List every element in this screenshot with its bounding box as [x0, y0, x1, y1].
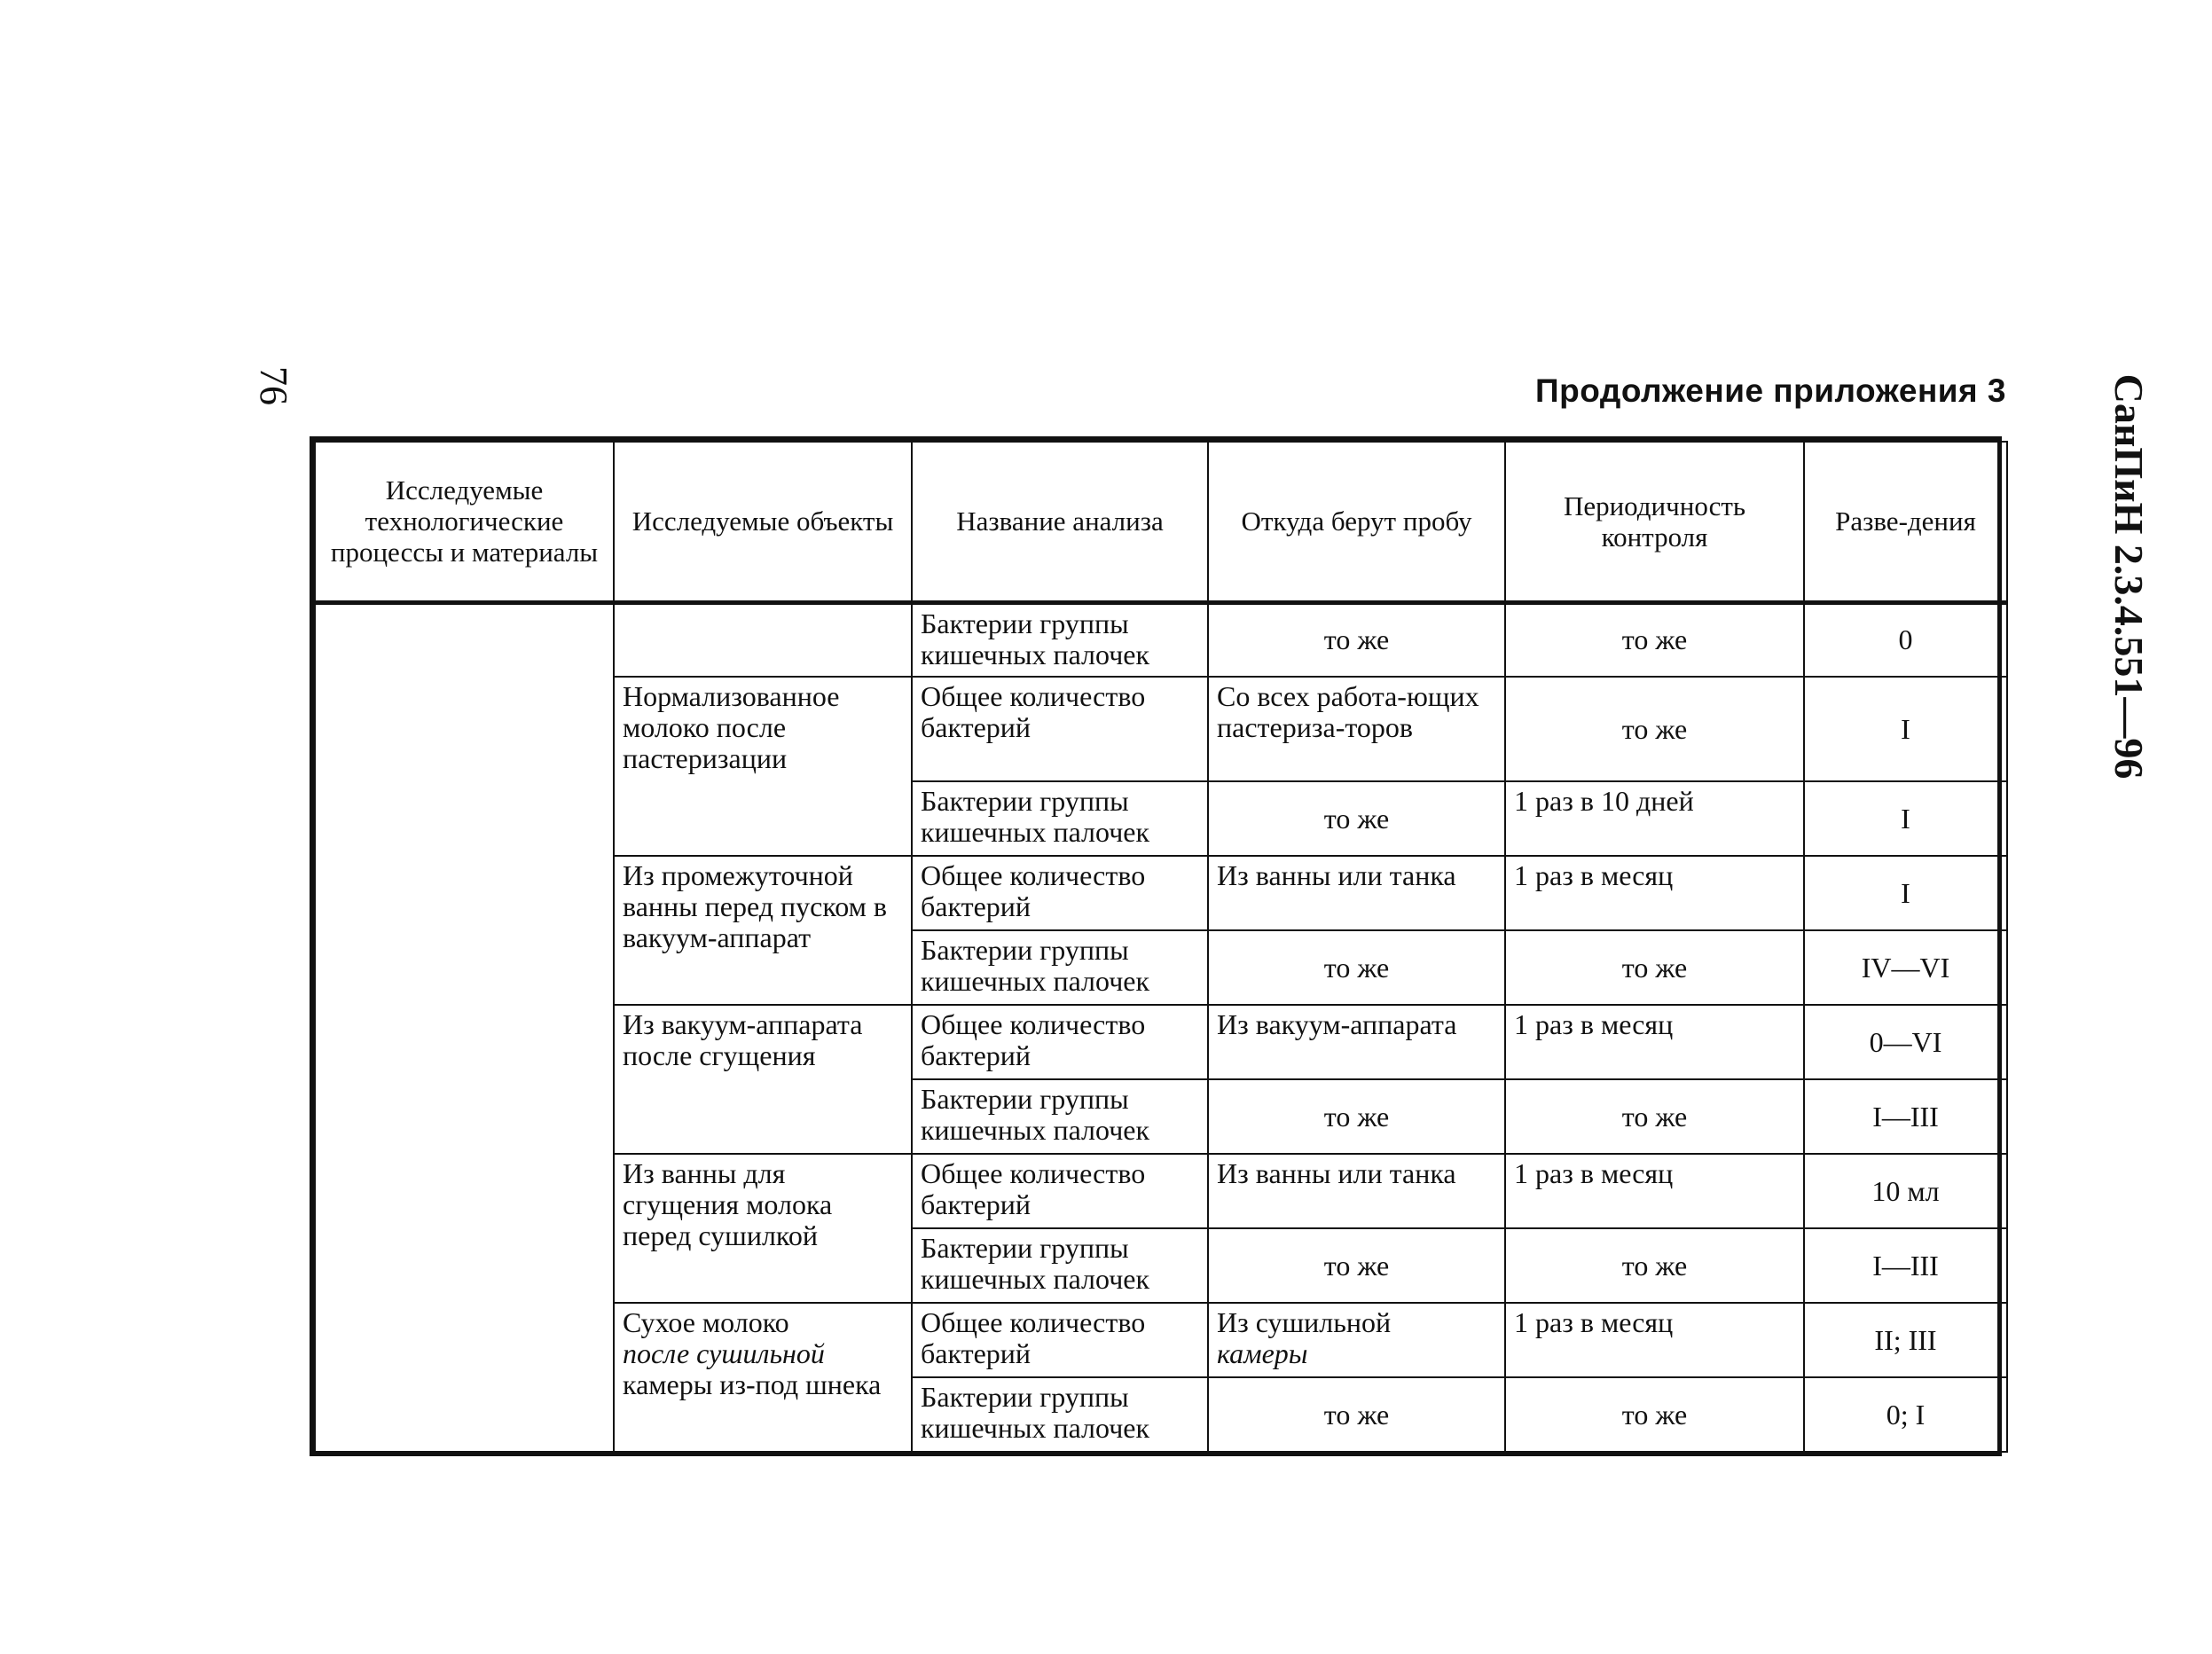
analysis-cell: Бактерии группы кишечных палочек [912, 602, 1208, 677]
period-cell: то же [1505, 677, 1804, 781]
source-cell: то же [1208, 1079, 1505, 1154]
source-cell: то же [1208, 1377, 1505, 1452]
object-text: камеры из-под шнека [623, 1368, 882, 1400]
object-cell [614, 602, 912, 677]
period-cell: 1 раз в месяц [1505, 1154, 1804, 1228]
source-cell: то же [1208, 1228, 1505, 1303]
period-cell: 1 раз в 10 дней [1505, 781, 1804, 856]
data-table-frame [310, 436, 2002, 1456]
source-cell: Из ванны или танка [1208, 1154, 1505, 1228]
object-cell: Из вакуум-аппарата после сгущения [614, 1005, 912, 1154]
table-row [315, 602, 2007, 677]
dilution-cell: IV—VI [1804, 930, 2007, 1005]
source-cell: Со всех работа-ющих пастериза-торов [1208, 677, 1505, 781]
data-table [314, 441, 2008, 1453]
appendix-heading: Продолжение приложения 3 [1535, 372, 2006, 409]
analysis-cell: Общее количество бактерий [912, 856, 1208, 930]
period-cell: то же [1505, 602, 1804, 677]
header-analysis: Название анализа [912, 442, 1208, 602]
source-cell [1208, 1303, 1505, 1377]
object-cell: Нормализованное молоко после пастеризации [614, 677, 912, 856]
header-processes: Исследуемые технологические процессы и материалы [315, 442, 614, 602]
object-cell: Из ванны для сгущения молока перед сушилкой [614, 1154, 912, 1303]
object-text: Сухое молоко [623, 1306, 789, 1338]
dilution-cell: 0; I [1804, 1377, 2007, 1452]
analysis-cell: Бактерии группы кишечных палочек [912, 930, 1208, 1005]
header-periodicity: Периодичность контроля [1505, 442, 1804, 602]
source-cell: то же [1208, 602, 1505, 677]
dilution-cell: II; III [1804, 1303, 2007, 1377]
dilution-cell: I—III [1804, 1079, 2007, 1154]
header-objects: Исследуемые объекты [614, 442, 912, 602]
object-cell: Из промежуточной ванны перед пуском в вакуум-аппарат [614, 856, 912, 1005]
period-cell: 1 раз в месяц [1505, 856, 1804, 930]
source-text: Из сушильной [1217, 1306, 1392, 1338]
period-cell: то же [1505, 1079, 1804, 1154]
source-cell: то же [1208, 930, 1505, 1005]
period-cell: то же [1505, 1377, 1804, 1452]
analysis-cell: Бактерии группы кишечных палочек [912, 781, 1208, 856]
analysis-cell: Общее количество бактерий [912, 1154, 1208, 1228]
dilution-cell: 0 [1804, 602, 2007, 677]
dilution-cell: I—III [1804, 1228, 2007, 1303]
dilution-cell: 0—VI [1804, 1005, 2007, 1079]
header-dilutions: Разве-дения [1804, 442, 2007, 602]
table-header-row [315, 442, 2007, 602]
dilution-cell: I [1804, 781, 2007, 856]
process-cell [315, 602, 614, 1452]
dilution-cell: I [1804, 677, 2007, 781]
period-cell: то же [1505, 1228, 1804, 1303]
dilution-cell: I [1804, 856, 2007, 930]
source-text: камеры [1217, 1337, 1308, 1369]
object-cell [614, 1303, 912, 1452]
period-cell: то же [1505, 930, 1804, 1005]
page-number: 76 [252, 366, 295, 405]
source-cell: Из ванны или танка [1208, 856, 1505, 930]
analysis-cell: Общее количество бактерий [912, 1303, 1208, 1377]
period-cell: 1 раз в месяц [1505, 1005, 1804, 1079]
analysis-cell: Бактерии группы кишечных палочек [912, 1228, 1208, 1303]
source-cell: Из вакуум-аппарата [1208, 1005, 1505, 1079]
analysis-cell: Общее количество бактерий [912, 1005, 1208, 1079]
object-text: после сушильной [623, 1337, 825, 1369]
analysis-cell: Общее количество бактерий [912, 677, 1208, 781]
header-sample-source: Откуда берут пробу [1208, 442, 1505, 602]
document-code: СанПиН 2.3.4.551—96 [2106, 373, 2152, 780]
analysis-cell: Бактерии группы кишечных палочек [912, 1079, 1208, 1154]
analysis-cell: Бактерии группы кишечных палочек [912, 1377, 1208, 1452]
dilution-cell: 10 мл [1804, 1154, 2007, 1228]
source-cell: то же [1208, 781, 1505, 856]
period-cell: 1 раз в месяц [1505, 1303, 1804, 1377]
